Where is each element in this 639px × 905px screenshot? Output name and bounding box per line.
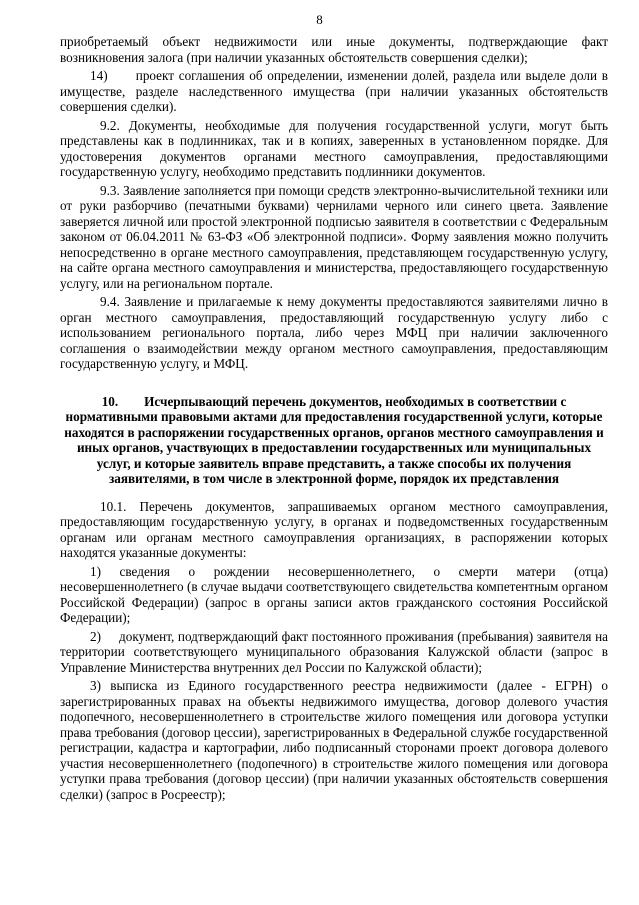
- paragraph-9-2: 9.2. Документы, необходимые для получения государственной услуги, могут быть представлены как в подлинниках, так и в копиях, заверенных в установленном порядке. Для удостоверения документов органами местного самоуправления, предоставляющими государственную услугу, необходимо представить подлинники документов.: [60, 117, 608, 179]
- list-item-2: 2) документ, подтверждающий факт постоянного проживания (пребывания) заявителя на территории соответствующего муниципального образования Калужской области (запрос в Управление Министерства внутренних дел России по Калужской области);: [60, 628, 608, 675]
- list-item-3: 3) выписка из Единого государственного реестра недвижимости (далее - ЕГРН) о зарегистрированных правах на объекты недвижимого имущества, договор долевого участия подопечного, несовершеннолетнего в строительстве жилого помещения или договора уступки права требования (договор цессии), зарегистрированных в Федеральной службе государственной регистрации, кадастра и картографии, либо подписанный сторонами проект договора долевого участия несовершеннолетнего (подопечного) в строительстве жилого помещения или договора уступки права требования (договор цессии) (при наличии указанных обстоятельств совершения сделки) (запрос в Росреестр);: [60, 678, 608, 802]
- section-heading-10: [60, 394, 608, 487]
- list-item-14: 14) проект соглашения об определении, изменении долей, раздела или выделе доли в имуществе, разделе наследственного имущества (при наличии указанных обстоятельств совершения сделки).: [60, 68, 608, 114]
- paragraph-10-1: 10.1. Перечень документов, запрашиваемых органом местного самоуправления, предоставляющим государственную услугу, в органах и подведомственных государственным органам или органам местного самоуправления организациях, в распоряжении которых находятся указанные документы:: [60, 498, 608, 560]
- list-item-1: 1) сведения о рождении несовершеннолетнего, о смерти матери (отца) несовершеннолетнего (в случае выдачи соответствующего свидетельства компетентным органом Российской Федерации) (запрос в органы записи актов гражданского состояния Российской Федерации);: [60, 563, 608, 625]
- document-body: [60, 34, 608, 805]
- page-number: 8: [316, 12, 323, 27]
- paragraph-continuation: приобретаемый объект недвижимости или иные документы, подтверждающие факт возникновения залога (при наличии указанных обстоятельств совершения сделки);: [60, 34, 608, 65]
- section-heading-text: Исчерпывающий перечень документов, необходимых в соответствии с нормативными правовыми актами для предоставления государственной услуги, которые находятся в распоряжении государственных органов, органов местного самоуправления и иных органов, участвующих в предоставлении государственных или муниципальных услуг, и которые заявитель вправе представить, а также способы их получения заявителями, в том числе в электронной форме, порядок их представления: [64, 393, 604, 486]
- paragraph-9-3: 9.3. Заявление заполняется при помощи средств электронно-вычислительной техники или от руки разборчиво (печатными буквами) чернилами черного или синего цвета. Заявление заверяется личной или простой электронной подписью заявителя в соответствии с Федеральным законом от 06.04.2011 № 63-ФЗ «Об электронной подписи». Форму заявления можно получить непосредственно в органе местного самоуправления, представляющем государственную услугу, на сайте органа местного самоуправления и министерства, предоставляющего государственную услугу, или на региональном портале.: [60, 182, 608, 291]
- paragraph-9-4: 9.4. Заявление и прилагаемые к нему документы предоставляются заявителями лично в орган местного самоуправления, предоставляющий государственную услугу либо с использованием регионального портала, либо через МФЦ при наличии заключенного соглашения о взаимодействии между органом местного самоуправления, предоставляющим государственную услугу, и МФЦ.: [60, 294, 608, 371]
- section-heading-number: 10.: [101, 393, 119, 409]
